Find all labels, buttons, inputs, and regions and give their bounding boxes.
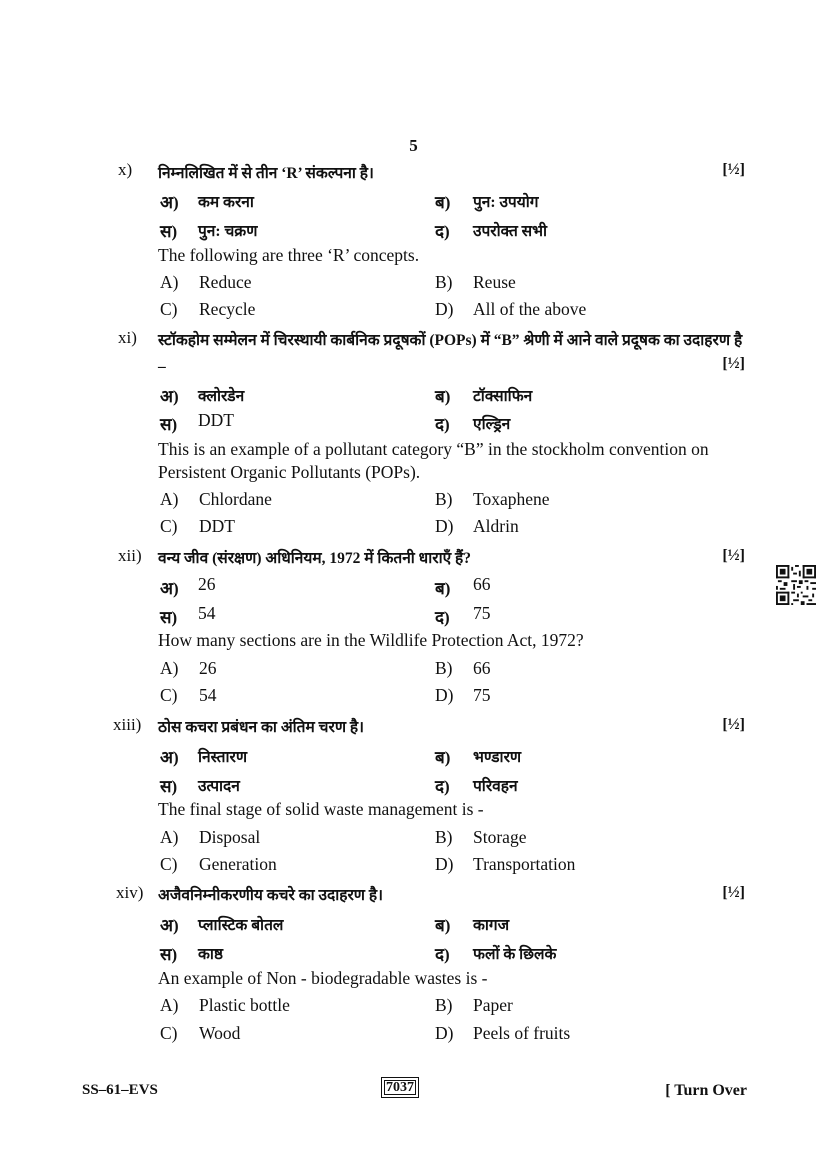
question-number: xiv) [116, 883, 144, 902]
page-number: 5 [409, 136, 418, 155]
option-label: अ) [160, 748, 179, 767]
option-text: 26 [199, 658, 217, 678]
option-label: अ) [160, 579, 179, 598]
option-text: प्लास्टिक बोतल [198, 917, 284, 934]
question-english: This is an example of a pollutant category “B” in the stockholm convention on Persistent Organic Pollutants (POPs). [158, 439, 709, 482]
question-hindi: अजैवनिम्नीकरणीय कचरे का उदाहरण है। [158, 887, 383, 904]
turn-over-label: [ Turn Over [665, 1082, 747, 1099]
option-label: D) [435, 299, 454, 319]
option-text: Transportation [473, 854, 576, 874]
option-text: भण्डारण [473, 749, 522, 766]
option-text: Generation [199, 854, 277, 874]
option-label: A) [160, 489, 179, 509]
option-text: Reduce [199, 272, 252, 292]
option-label: द) [435, 777, 450, 796]
option-label: ब) [435, 748, 451, 767]
question-number: xi) [118, 328, 137, 347]
question-mark: [½] [722, 716, 745, 733]
question-hindi: ठोस कचरा प्रबंधन का अंतिम चरण है। [158, 719, 365, 736]
option-label: A) [160, 272, 179, 292]
option-text: All of the above [473, 299, 587, 319]
question-mark: [½] [722, 161, 745, 178]
option-label: B) [435, 489, 453, 509]
option-label: ब) [435, 193, 451, 212]
option-label: A) [160, 995, 179, 1015]
option-label: द) [435, 608, 450, 627]
option-text: काष्ठ [198, 946, 224, 963]
paper-code: SS–61–EVS [82, 1082, 158, 1098]
option-text: 54 [198, 603, 216, 623]
option-text: Aldrin [473, 516, 519, 536]
option-label: स) [160, 945, 178, 964]
question-english: An example of Non - biodegradable wastes is - [158, 968, 488, 988]
option-text: कागज [473, 917, 510, 934]
option-text: Storage [473, 827, 527, 847]
question-number: xiii) [113, 715, 142, 734]
option-text: क्लोरडेन [198, 388, 245, 405]
option-text: फलों के छिलके [473, 946, 557, 963]
option-label: D) [435, 854, 454, 874]
option-label: अ) [160, 387, 179, 406]
option-text: पुन: चक्रण [198, 223, 258, 240]
option-text: Paper [473, 995, 513, 1015]
option-text: Peels of fruits [473, 1023, 571, 1043]
question-hindi: वन्य जीव (संरक्षण) अधिनियम, 1972 में कितनी धाराएँ हैं? [158, 550, 472, 567]
option-label: अ) [160, 193, 179, 212]
option-text: 66 [473, 658, 491, 678]
question-mark: [½] [722, 884, 745, 901]
option-text: Chlordane [199, 489, 272, 509]
option-text: एल्ड्रिन [473, 416, 511, 433]
option-label: द) [435, 222, 450, 241]
question-english: How many sections are in the Wildlife Protection Act, 1972? [158, 630, 584, 650]
question-hindi: स्टॉकहोम सम्मेलन में चिरस्थायी कार्बनिक प्रदूषकों (POPs) में “B” श्रेणी में आने वाले प्रदूषक का उदाहरण है – [158, 332, 743, 375]
option-label: B) [435, 658, 453, 678]
option-label: C) [160, 516, 178, 536]
option-label: C) [160, 854, 178, 874]
option-text: 66 [473, 574, 491, 594]
option-text: कम करना [198, 194, 254, 211]
question-number: xii) [118, 546, 142, 565]
option-label: C) [160, 299, 178, 319]
question-number: x) [118, 160, 133, 179]
option-text: Plastic bottle [199, 995, 290, 1015]
option-text: Reuse [473, 272, 516, 292]
question-mark: [½] [722, 355, 745, 372]
option-label: B) [435, 995, 453, 1015]
option-text: 75 [473, 685, 491, 705]
option-label: स) [160, 608, 178, 627]
question-mark: [½] [722, 547, 745, 564]
option-label: ब) [435, 387, 451, 406]
option-label: C) [160, 685, 178, 705]
option-label: स) [160, 222, 178, 241]
option-label: अ) [160, 916, 179, 935]
option-label: द) [435, 415, 450, 434]
option-label: D) [435, 1023, 454, 1043]
option-text: 75 [473, 603, 491, 623]
option-text: निस्तारण [198, 749, 248, 766]
question-english: The final stage of solid waste management is - [158, 799, 484, 819]
question-english: The following are three ‘R’ concepts. [158, 245, 420, 265]
option-text: पुन: उपयोग [473, 194, 539, 211]
option-label: A) [160, 827, 179, 847]
option-label: ब) [435, 916, 451, 935]
option-label: द) [435, 945, 450, 964]
option-label: ब) [435, 579, 451, 598]
option-text: 26 [198, 574, 216, 594]
option-text: उपरोक्त सभी [473, 223, 548, 240]
option-label: A) [160, 658, 179, 678]
option-label: B) [435, 272, 453, 292]
option-label: D) [435, 516, 454, 536]
option-text: परिवहन [473, 778, 518, 795]
option-text: DDT [198, 410, 234, 430]
option-text: टॉक्साफिन [473, 388, 533, 405]
option-label: स) [160, 777, 178, 796]
option-text: DDT [199, 516, 235, 536]
option-text: 54 [199, 685, 217, 705]
option-text: Disposal [199, 827, 261, 847]
option-text: Recycle [199, 299, 256, 319]
question-hindi: निम्नलिखित में से तीन ‘R’ संकल्पना है। [158, 165, 374, 182]
option-label: B) [435, 827, 453, 847]
option-text: उत्पादन [198, 778, 240, 795]
option-text: Wood [199, 1023, 241, 1043]
option-text: Toxaphene [473, 489, 550, 509]
option-label: C) [160, 1023, 178, 1043]
qr-code-icon [776, 565, 816, 605]
option-label: D) [435, 685, 454, 705]
option-label: स) [160, 415, 178, 434]
box-code: 7037 [381, 1077, 419, 1098]
